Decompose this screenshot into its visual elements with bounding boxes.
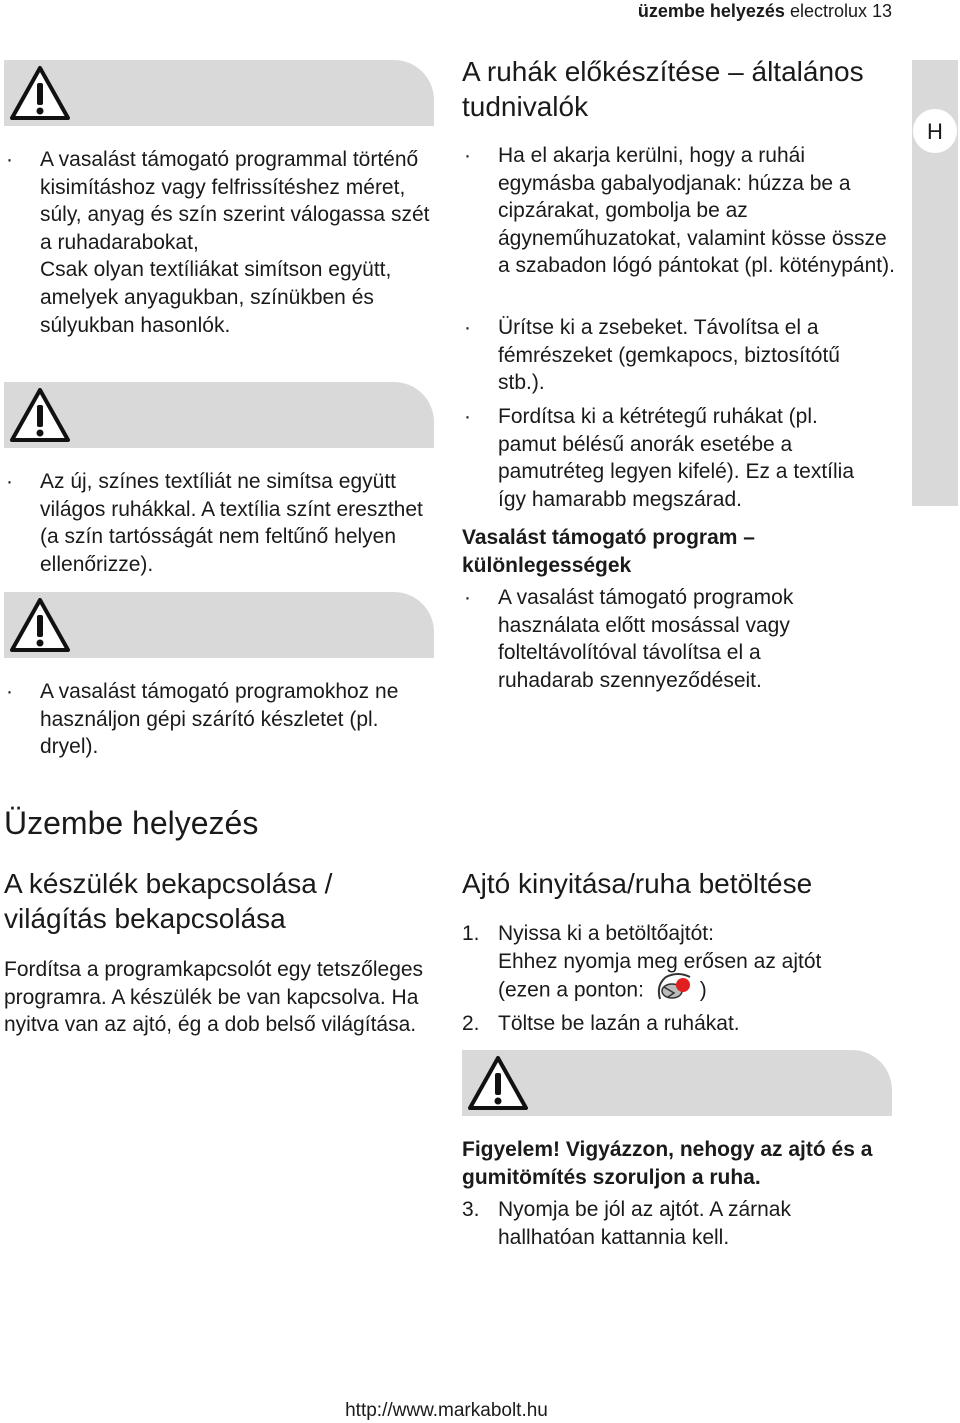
prep-bullet: · Ürítse ki a zsebeket. Távolítsa el a fémrészeket (gemkapocs, biztosítótű stb.). [464,316,840,395]
power-title: A készülék bekapcsolása / világítás bekapcsolása [4,868,333,934]
step-number: 3. [462,1198,480,1221]
step-1-line2: Ehhez nyomja meg erősen az ajtót [498,949,822,973]
step-number: 2. [462,1012,480,1035]
step-1-line3a: (ezen a ponton: [498,978,644,1002]
step-1-line1: Nyissa ki a betöltőajtót: [498,922,714,945]
power-text: Fordítsa a programkapcsolót egy tetszőleges programra. A készülék be van kapcsolva. Ha nyitva van az ajtó, ég a dob belső világítása. [4,958,424,1037]
prep-bullet: · Ha el akarja kerülni, hogy a ruhái egymásba gabalyodjanak: húzza be a cipzárakat, gombolja be az ágyneműhuzatokat, valamint kösse össze a szabadon lógó pántokat (pl. köténypánt). [464,144,895,278]
prep-bullet-text: Fordítsa ki a kétrétegű ruhákat (pl. pamut bélésű anorák esetébe a pamutréteg legyen kifelé). Ez a textília így hamarabb megszárad. [498,405,855,511]
warning-text-2: · Az új, színes textíliát ne simítsa együtt világos ruhákkal. A textília színt ereszthet (a szín tartósságát nem feltűnő helyen ellenőrizze). [6,470,423,576]
door-title: Ajtó kinyitása/ruha betöltése [462,868,813,899]
warning-text-2-body: Az új, színes textíliát ne simítsa együtt világos ruhákkal. A textília színt ereszthet (a szín tartósságát nem feltűnő helyen ellenőrizze). [40,470,423,576]
door-press-point-icon [650,971,700,1003]
door-step-2 [462,1010,882,1038]
warning-text-1b: Csak olyan textíliákat simítson együtt, amelyek anyagukban, színükben és súlyukban hasonlók. [40,258,392,337]
header-section: üzembe helyezés [637,1,785,21]
prep-bullet-text: Ha el akarja kerülni, hogy a ruhái egymásba gabalyodjanak: húzza be a cipzárakat, gombolja be az ágyneműhuzatokat, valamint kösse össze a szabadon lógó pántokat (pl. köténypánt). [498,144,895,278]
section-title: Üzembe helyezés [4,805,259,841]
special-bullet-text: A vasalást támogató programok használata előtt mosással vagy folteltávolítóval távolítsa el a ruhadarab szennyeződéseit. [498,586,794,692]
header-brand-page: electrolux 13 [784,1,892,21]
warning-icon [466,1054,530,1112]
running-header [638,0,892,22]
warning-bar [4,382,434,448]
door-step-3 [462,1196,862,1251]
prep-bullet-text: Ürítse ki a zsebeket. Távolítsa el a fémrészeket (gemkapocs, biztosítótű stb.). [498,316,840,395]
warning-bar [462,1050,892,1116]
warning-bar [4,592,434,658]
step-number: 1. [462,922,480,945]
special-bullet: · A vasalást támogató programok használata előtt mosással vagy folteltávolítóval távolítsa el a ruhadarab szennyeződéseit. [464,586,794,692]
step-2-text: Töltse be lazán a ruhákat. [498,1012,740,1035]
step-3-text: Nyomja be jól az ajtót. A zárnak hallhatóan kattannia kell. [498,1198,791,1249]
prep-title: A ruhák előkészítése – általános tudnivalók [462,56,864,122]
warning-text-1a: A vasalást támogató programmal történő kisimításhoz vagy felfrissítéshez méret, súly, anyag és szín szerint válogassa szét a ruhadarabokat, [40,148,430,254]
warning-icon [8,596,72,654]
warning-bar [4,60,434,126]
step-1-line3b: ) [699,978,707,1002]
warning-icon [8,64,72,122]
language-tab-label: H [927,119,943,144]
warning-text-1: · A vasalást támogató programmal történő kisimításhoz vagy felfrissítéshez méret, súly, anyag és szín szerint válogassa szét a ruhadarabokat, Csak olyan textíliákat simítson együtt, amelyek anyagukban, színükben és súlyukban hasonlók. [40,146,430,339]
prep-bullet: · Fordítsa ki a kétrétegű ruhákat (pl. pamut bélésű anorák esetébe a pamutréteg legyen kifelé). Ez a textília így hamarabb megszárad. [464,405,855,511]
door-step-1 [462,920,882,1007]
attention-text: Figyelem! Vigyázzon, nehogy az ajtó és a gumitömítés szoruljon a ruha. [462,1138,873,1189]
warning-icon [8,386,72,444]
warning-text-3: · A vasalást támogató programokhoz ne használjon gépi szárító készletet (pl. dryel). [6,680,399,759]
special-title: Vasalást támogató program – különlegességek [462,526,755,577]
warning-text-3-body: A vasalást támogató programokhoz ne használjon gépi szárító készletet (pl. dryel). [40,680,399,759]
footer-url: http://www.markabolt.hu [345,1400,548,1421]
